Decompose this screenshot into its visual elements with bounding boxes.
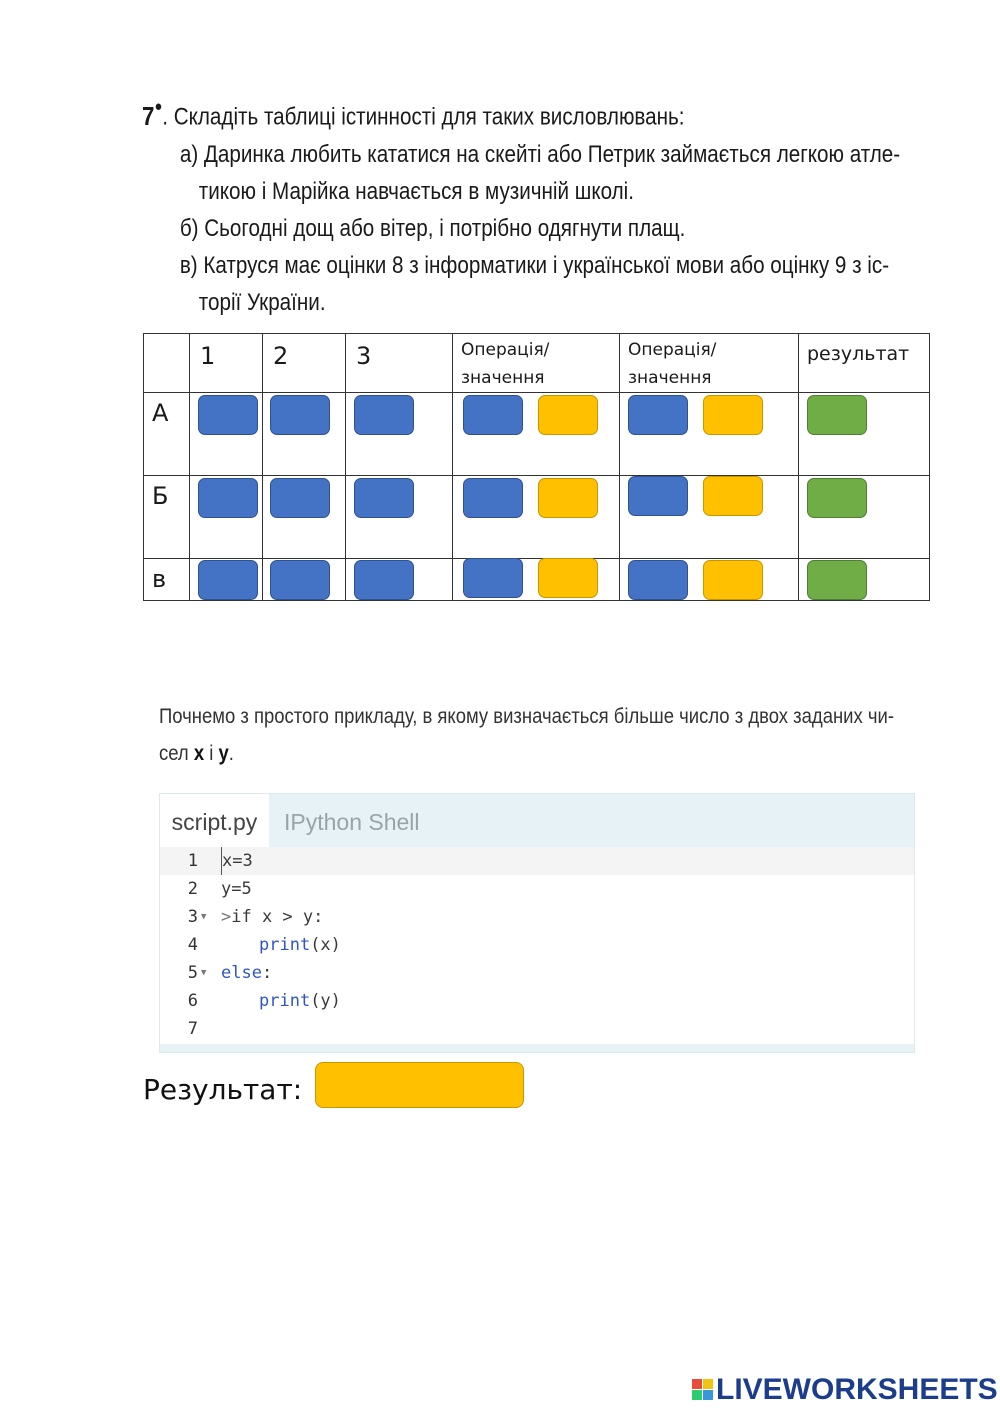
code-else: else: [221, 963, 273, 983]
liveworksheets-logo-icon [692, 1379, 714, 1401]
task-item-b: б) Сьогодні дощ або вітер, і потрібно одягнути плащ. [179, 214, 686, 242]
code-line: 5 ▼ else: [160, 959, 914, 987]
answer-box-c-1[interactable] [198, 560, 258, 600]
result-box-c[interactable] [807, 560, 867, 600]
code-print-y: print(y) [259, 991, 341, 1011]
operation-box-b-2[interactable] [628, 476, 688, 516]
code-line: 6 print(y) [160, 987, 914, 1015]
header-cell-1: 1 [190, 334, 263, 393]
value-box-c-2[interactable] [703, 560, 763, 600]
header-cell-empty [144, 334, 190, 393]
answer-box-c-2[interactable] [270, 560, 330, 600]
result-answer-box[interactable] [315, 1062, 524, 1108]
code-print-x: print(x) [259, 935, 341, 955]
task-text [142, 92, 925, 321]
value-box-a-1[interactable] [538, 395, 598, 435]
answer-box-a-3[interactable] [354, 395, 414, 435]
row-label-cell: Б [144, 476, 190, 559]
operation-box-a-1[interactable] [463, 395, 523, 435]
code-line: 2 y=5 [187, 879, 252, 899]
header-cell-2: 2 [263, 334, 346, 393]
header-cell-operation-2: Операція/ значення [620, 334, 799, 393]
task-item-c: в) Катруся має оцінки 8 з інформатики і української мови або оцінку 9 з іс- торії України. [179, 251, 890, 316]
answer-box-a-1[interactable] [198, 395, 258, 435]
task-number: 7● [142, 98, 163, 131]
header-cell-3: 3 [346, 334, 453, 393]
example-paragraph: Почнемо з простого прикладу, в якому визначається більше число з двох заданих чи- сел x і y. [159, 705, 894, 765]
truth-table [143, 333, 930, 601]
code-editor [159, 793, 915, 1053]
operation-box-b-1[interactable] [463, 478, 523, 518]
result-label: Результат: [143, 1073, 303, 1106]
fold-arrow-icon[interactable]: ▼ [201, 968, 207, 978]
task-item-a: а) Даринка любить кататися на скейті або Петрик займається легкою атле- тикою і Марійка навчається в музичній школі. [179, 140, 901, 205]
row-label-cell: А [144, 393, 190, 476]
table-row-a [144, 393, 930, 476]
code-line: 7 [187, 1019, 198, 1039]
editor-bottom-bar [160, 1044, 914, 1052]
answer-box-b-2[interactable] [270, 478, 330, 518]
tab-ipython-shell[interactable]: IPython Shell [284, 809, 420, 835]
fold-arrow-icon[interactable]: ▼ [201, 912, 207, 922]
row-label-cell: в [144, 559, 190, 601]
operation-box-c-2[interactable] [628, 560, 688, 600]
editor-tabs [160, 794, 914, 847]
header-cell-result: результат [799, 334, 930, 393]
operation-box-a-2[interactable] [628, 395, 688, 435]
code-line: 4 print(x) [160, 931, 914, 959]
value-box-b-2[interactable] [703, 476, 763, 516]
value-box-c-1[interactable] [538, 558, 598, 598]
code-if: >if x > y: [221, 907, 324, 927]
liveworksheets-logo: LIVEWORKSHEETS [692, 1374, 998, 1406]
table-row-c [144, 559, 930, 601]
task-title: 7●. Складіть таблиці істинності для таких висловлювань: [142, 98, 685, 131]
header-cell-operation-1: Операція/ значення [453, 334, 620, 393]
answer-box-c-3[interactable] [354, 560, 414, 600]
tab-script[interactable]: script.py [160, 794, 269, 847]
value-box-b-1[interactable] [538, 478, 598, 518]
result-box-a[interactable] [807, 395, 867, 435]
code-line: 1 x=3 [160, 847, 914, 875]
value-box-a-2[interactable] [703, 395, 763, 435]
answer-box-b-3[interactable] [354, 478, 414, 518]
answer-box-a-2[interactable] [270, 395, 330, 435]
answer-box-b-1[interactable] [198, 478, 258, 518]
code-line: 3 ▼ >if x > y: [160, 903, 914, 931]
code-area[interactable] [160, 847, 914, 1044]
result-box-b[interactable] [807, 478, 867, 518]
table-row-b [144, 476, 930, 559]
table-header-row [144, 334, 930, 393]
operation-box-c-1[interactable] [463, 558, 523, 598]
